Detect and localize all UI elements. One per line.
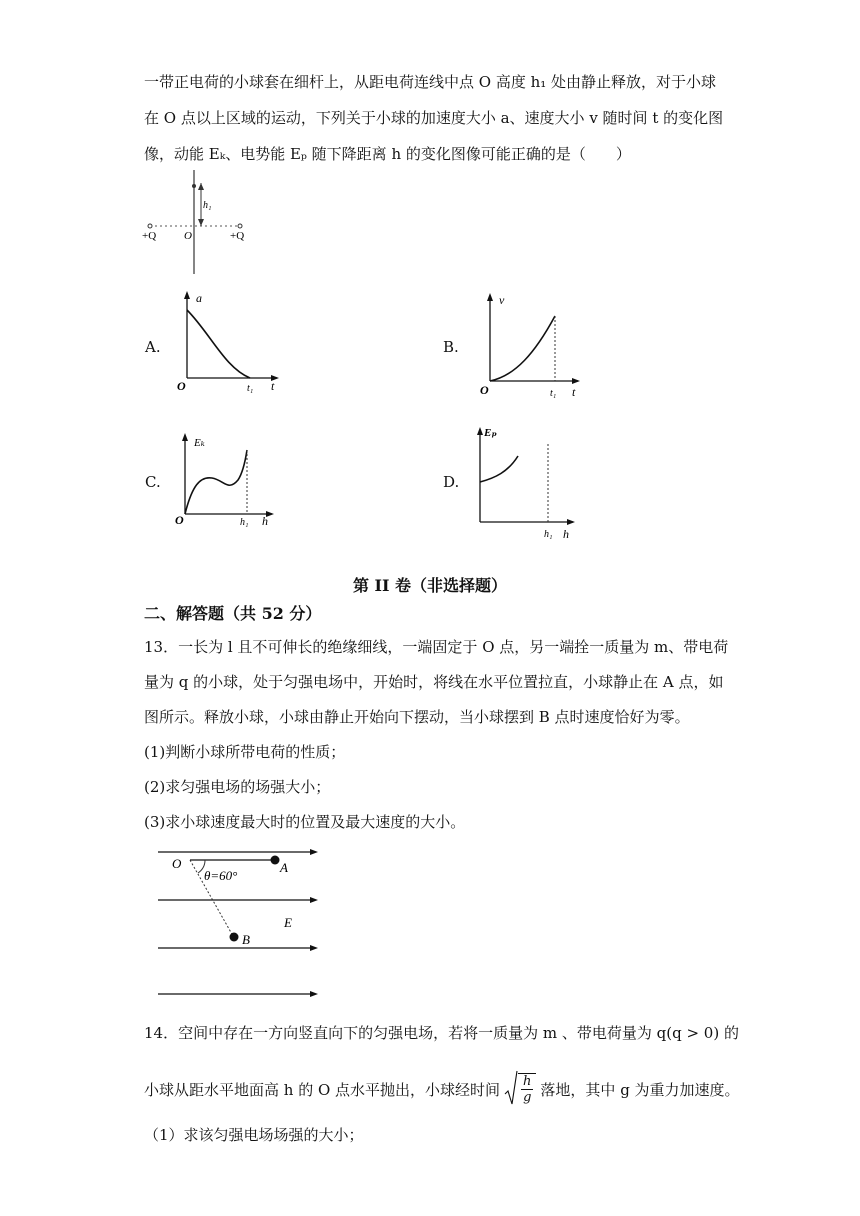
sqrt-denominator: g	[523, 1090, 532, 1105]
a-x-axis-label: t	[271, 379, 275, 393]
ball-dot	[192, 184, 196, 188]
right-charge-label: +Q	[230, 230, 245, 242]
q13-part3: (3)求小球速度最大时的位置及最大速度的大小。	[144, 813, 466, 831]
left-charge-dot	[148, 224, 152, 228]
section-subtitle: 二、解答题（共 52 分）	[144, 604, 322, 623]
velocity-curve	[490, 316, 555, 381]
q14-line2-before: 小球从距水平地面高 h 的 O 点水平抛出，小球经时间	[144, 1080, 501, 1099]
a-y-axis-label: a	[196, 291, 202, 305]
q12-line1: 一带正电荷的小球套在细杆上，从距电荷连线中点 O 高度 h₁ 处由静止释放，对于小球	[144, 73, 717, 91]
point-b-label: B	[242, 932, 250, 947]
b-y-axis-label: v	[499, 293, 505, 307]
c-tick-label: h₁	[240, 517, 249, 528]
a-tick-label: t₁	[247, 383, 254, 393]
q12-line2: 在 O 点以上区域的运动，下列关于小球的加速度大小 a、速度大小 v 随时间 t 的变化图	[144, 109, 724, 127]
q13-line1: 13．一长为 l 且不可伸长的绝缘细线，一端固定于 O 点，另一端拴一质量为 m、带电荷	[144, 638, 729, 656]
d-x-axis-label: h	[563, 527, 569, 541]
option-a-letter: A.	[145, 338, 161, 356]
d-tick-label: h₁	[544, 529, 553, 540]
q13-line2: 量为 q 的小球，处于匀强电场中，开始时，将线在水平位置拉直，小球静止在 A 点，如	[144, 673, 724, 691]
b-tick-label: t₁	[550, 388, 557, 398]
q13-part2: (2)求匀强电场的场强大小；	[144, 778, 331, 796]
charge-setup-figure	[140, 168, 260, 278]
kinetic-energy-curve	[185, 450, 247, 514]
q12-line3: 像，动能 Eₖ、电势能 Eₚ 随下降距离 h 的变化图像可能正确的是（ ）	[144, 145, 631, 163]
point-a-label: A	[280, 860, 288, 875]
option-b-letter: B.	[443, 338, 459, 356]
right-charge-dot	[238, 224, 242, 228]
potential-energy-curve	[480, 456, 518, 482]
c-origin-label: O	[175, 513, 184, 527]
angle-label: θ=60°	[204, 868, 238, 883]
c-x-axis-label: h	[262, 514, 268, 528]
d-y-axis-label: Eₚ	[484, 427, 497, 439]
b-x-axis-label: t	[572, 385, 576, 398]
option-c-letter: C.	[145, 473, 161, 491]
field-label: E	[284, 915, 292, 930]
b-origin-label: O	[480, 383, 489, 397]
height-arrow-up	[198, 183, 204, 190]
option-a-graph	[170, 288, 285, 393]
ball-b	[230, 933, 239, 942]
option-d-graph	[470, 420, 585, 542]
option-b-graph	[475, 288, 590, 398]
left-charge-label: +Q	[142, 230, 157, 242]
c-y-axis-label: Eₖ	[194, 437, 205, 449]
q13-part1: (1)判断小球所带电荷的性质；	[144, 743, 346, 761]
sqrt-numerator: h	[523, 1074, 532, 1089]
q14-line1: 14．空间中存在一方向竖直向下的匀强电场，若将一质量为 m 、带电荷量为 q(q > 0) 的	[144, 1024, 739, 1042]
ball-a	[271, 856, 280, 865]
q14-line2	[144, 1070, 740, 1108]
section-title: 第 II 卷（非选择题）	[352, 576, 508, 595]
q14-line2-after: 落地，其中 g 为重力加速度。	[540, 1080, 740, 1099]
height-label: h₁	[203, 200, 212, 211]
height-arrow-down	[198, 219, 204, 226]
origin-label: O	[184, 230, 192, 242]
q14-part1: （1）求该匀强电场场强的大小；	[144, 1126, 364, 1144]
field-origin-label: O	[172, 856, 182, 871]
option-c-graph	[170, 428, 280, 528]
acceleration-curve	[187, 310, 250, 378]
option-d-letter: D.	[443, 473, 460, 491]
sqrt-expression	[504, 1070, 536, 1108]
field-figure	[150, 840, 330, 1005]
sqrt-sign	[504, 1070, 518, 1108]
a-origin-label: O	[177, 379, 186, 393]
q13-line3: 图所示。释放小球，小球由静止开始向下摆动，当小球摆到 B 点时速度恰好为零。	[144, 708, 690, 726]
